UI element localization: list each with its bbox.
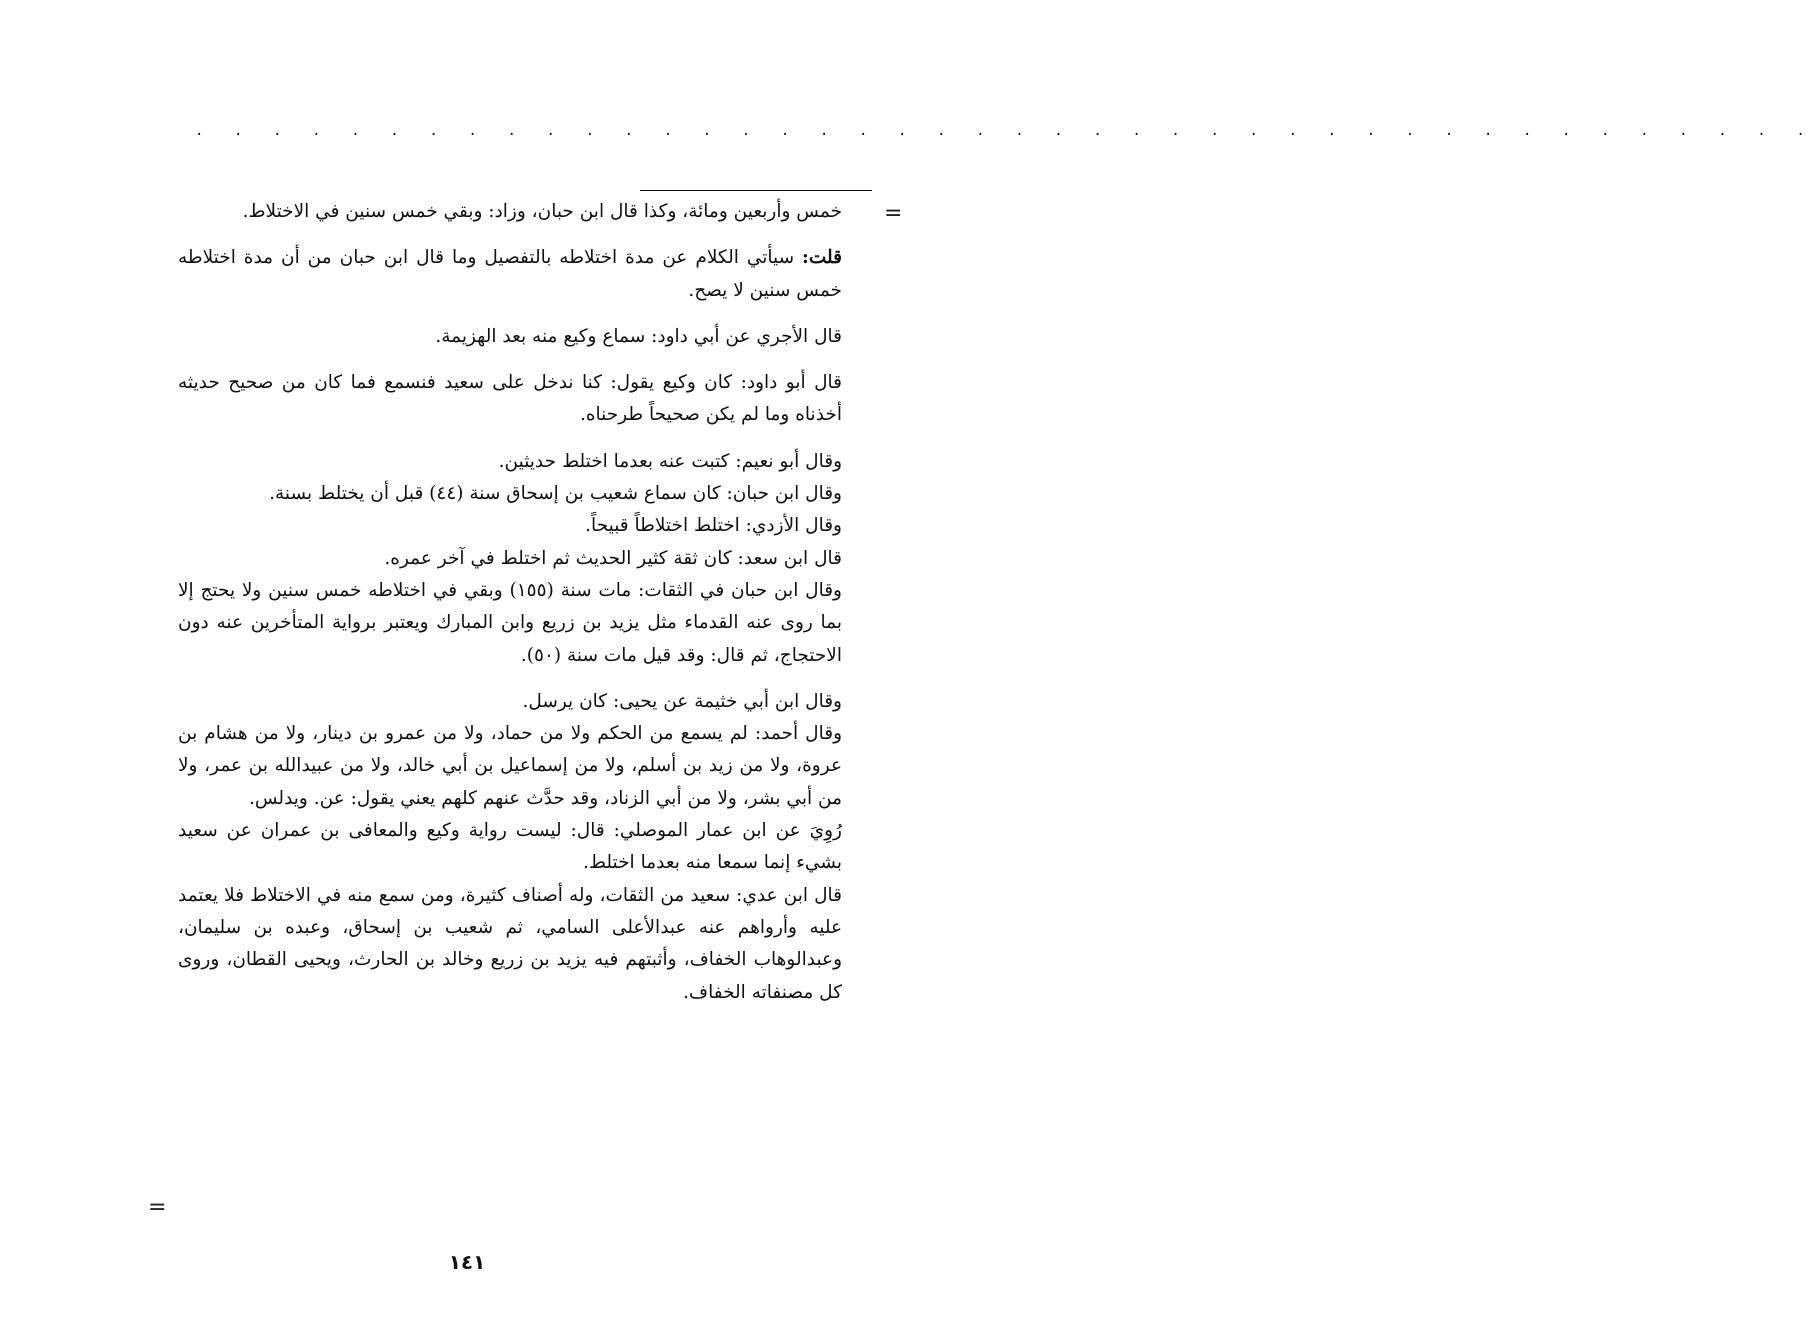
paragraph-13: قال ابن عدي: سعيد من الثقات، وله أصناف كثيرة، ومن سمع منه في الاختلاط فلا يعتمد عليه وأرواهم عنه عبدالأعلى السامي، ثم شعيب بن إسحاق، وعبده بن سليمان، وعبدالوهاب الخفاف، وأثبتهم فيه يزيد بن زريع وخالد بن الحارث، ويحيى القطان، وروى كل مصنفاته الخفاف. — [178, 884, 842, 1003]
paragraph-2-text: سيأتي الكلام عن مدة اختلاطه بالتفصيل وما قال ابن حبان من أن مدة اختلاطه خمس سنين لا يصح. — [178, 247, 842, 301]
continuation-mark-top: = — [884, 201, 903, 226]
lead-word: قلت: — [802, 247, 842, 269]
footnote-rule — [640, 190, 872, 191]
paragraph-3: قال الأجري عن أبي داود: سماع وكيع منه بعد الهزيمة. — [435, 325, 842, 347]
paragraph-8: قال ابن سعد: كان ثقة كثير الحديث ثم اختلط في آخر عمره. — [384, 547, 842, 569]
paragraph-6: وقال ابن حبان: كان سماع شعيب بن إسحاق سنة (٤٤) قبل أن يختلط بسنة. — [269, 483, 842, 505]
paragraph-5: وقال أبو نعيم: كتبت عنه بعدما اختلط حديثين. — [498, 450, 842, 472]
dotted-separator: . . . . . . . . . . . . . . . . . . . . . . . . . . . . . . . . . . . . . . . . . . — [195, 123, 1816, 139]
paragraph-11: وقال أحمد: لم يسمع من الحكم ولا من حماد، ولا من عمرو بن دينار، ولا من هشام بن عروة، ولا من زيد بن أسلم، ولا من إسماعيل بن أبي خالد، ولا من عبيدالله بن عمر، ولا من أبي بشر، ولا من أبي الزناد، وقد حدَّث عنهم كلهم يعني يقول: عن. ويدلس. — [178, 723, 842, 809]
paragraph-4: قال أبو داود: كان وكيع يقول: كنا ندخل على سعيد فنسمع فما كان من صحيح حديثه أخذناه وما لم يكن صحيحاً طرحناه. — [178, 372, 842, 426]
paragraph-10: وقال ابن أبي خثيمة عن يحيى: كان يرسل. — [522, 690, 842, 712]
page-number: ١٤١ — [448, 1250, 486, 1274]
footnote-body — [178, 196, 842, 1009]
continuation-mark-bottom: = — [148, 1195, 167, 1220]
paragraph-1: خمس وأربعين ومائة، وكذا قال ابن حبان، وزاد: وبقي خمس سنين في الاختلاط. — [242, 201, 842, 222]
paragraph-12: رُوِيَ عن ابن عمار الموصلي: قال: ليست رواية وكيع والمعافى بن عمران عن سعيد بشيء إنما سمعا منه بعدما اختلط. — [178, 820, 842, 874]
paragraph-2 — [178, 242, 842, 307]
paragraph-7: وقال الأزدي: اختلط اختلاطاً قبيحاً. — [585, 515, 842, 537]
paragraph-9: وقال ابن حبان في الثقات: مات سنة (١٥٥) وبقي في اختلاطه خمس سنين ولا يحتج إلا بما روى عنه القدماء مثل يزيد بن زريع وابن المبارك ويعتبر برواية المتأخرين عنه دون الاحتجاج، ثم قال: وقد قيل مات سنة (٥٠). — [178, 579, 842, 666]
